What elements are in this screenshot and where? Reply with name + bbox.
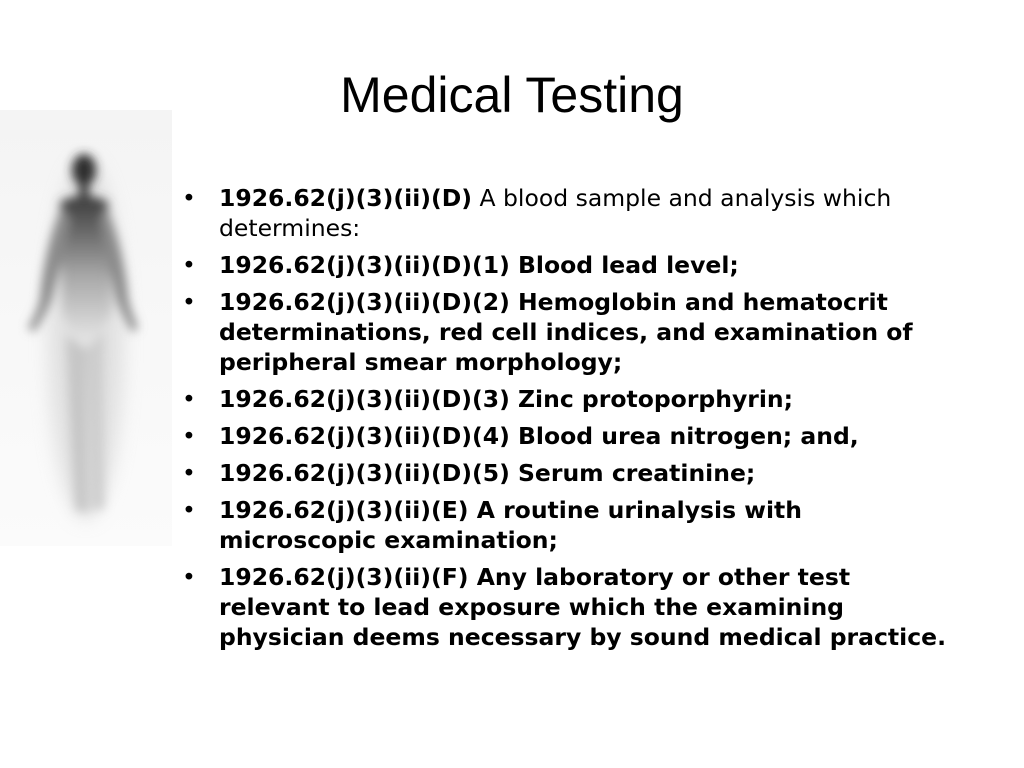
item-text: Zinc protoporphyrin; xyxy=(509,385,794,413)
list-item xyxy=(182,250,962,280)
list-item xyxy=(182,183,962,243)
human-silhouette-image xyxy=(0,110,172,546)
item-text: Blood urea nitrogen; and, xyxy=(509,422,859,450)
regulation-code: 1926.62(j)(3)(ii)(D)(5) xyxy=(219,459,510,487)
bullet-list xyxy=(182,183,962,659)
bullet-icon: • xyxy=(182,459,196,487)
regulation-code: 1926.62(j)(3)(ii)(D)(2) xyxy=(219,288,510,316)
bullet-icon: • xyxy=(182,496,196,524)
regulation-code: 1926.62(j)(3)(ii)(D)(1) xyxy=(219,251,510,279)
item-text: Blood lead level; xyxy=(509,251,739,279)
list-item xyxy=(182,384,962,414)
list-item xyxy=(182,421,962,451)
item-text: A routine urinalysis with microscopic examination; xyxy=(219,496,802,554)
item-text: A blood sample and analysis which determines: xyxy=(219,184,892,242)
regulation-code: 1926.62(j)(3)(ii)(D)(3) xyxy=(219,385,510,413)
regulation-code: 1926.62(j)(3)(ii)(D)(4) xyxy=(219,422,510,450)
list-item xyxy=(182,287,962,377)
slide-title: Medical Testing xyxy=(340,67,684,123)
list-item xyxy=(182,495,962,555)
bullet-icon: • xyxy=(182,184,196,212)
item-text: Any laboratory or other test relevant to lead exposure which the examining physician deems necessary by sound medical practice. xyxy=(219,563,947,651)
bullet-icon: • xyxy=(182,422,196,450)
item-text: Hemoglobin and hematocrit determinations, red cell indices, and examination of peripheral smear morphology; xyxy=(219,288,913,376)
human-silhouette-icon xyxy=(0,110,172,546)
bullet-icon: • xyxy=(182,385,196,413)
item-text: Serum creatinine; xyxy=(509,459,756,487)
regulation-code: 1926.62(j)(3)(ii)(F) xyxy=(219,563,469,591)
bullet-icon: • xyxy=(182,251,196,279)
list-item xyxy=(182,458,962,488)
bullet-icon: • xyxy=(182,288,196,316)
regulation-code: 1926.62(j)(3)(ii)(D) xyxy=(219,184,472,212)
bullet-icon: • xyxy=(182,563,196,591)
regulation-code: 1926.62(j)(3)(ii)(E) xyxy=(219,496,469,524)
list-item xyxy=(182,562,962,652)
